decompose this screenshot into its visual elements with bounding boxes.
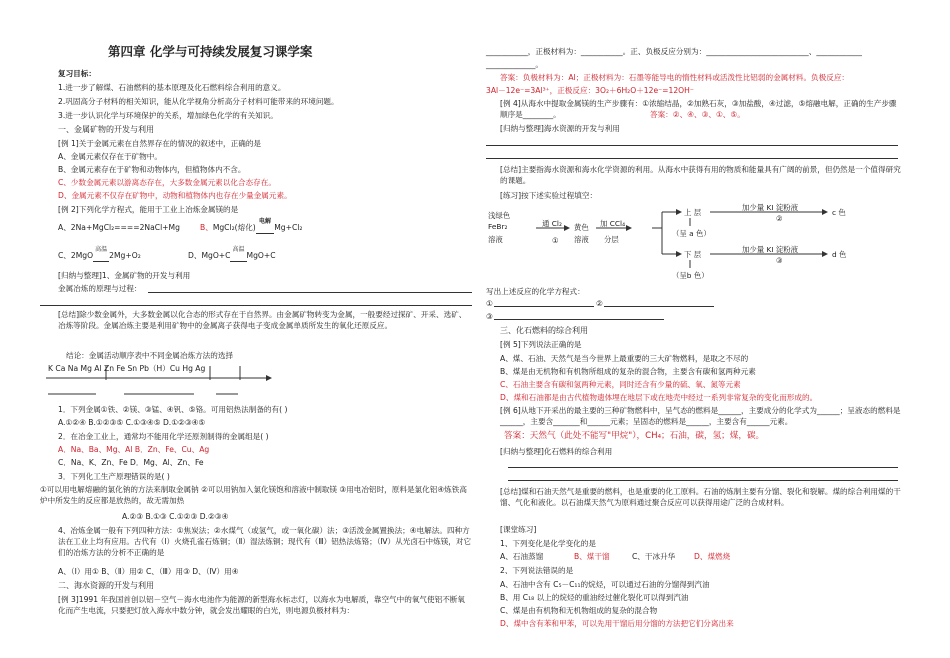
example-4: [例 4]从海水中提取金属镁的生产步骤有：①浓缩结晶，②加熟石灰，③加盐酸，④过滤，⑤熔融电解，正确的生产步骤顺序是________。 (500, 99, 897, 119)
example-2: [例 2]下列化学方程式，能用于工业上冶炼金属镁的是 (58, 205, 239, 214)
example-5: [例 5]下列说法正确的是 (500, 340, 582, 349)
question-3: 3．下列化工生产原理错误的是( ) (58, 472, 170, 481)
activity-series: K Ca Na Mg Al Zn Fe Sn Pb（H）Cu Hg Ag (48, 364, 206, 373)
summary-2: [总结]主要指海水资源和海水化学资源的利用。从海水中获得有用的物质和能量具有广阔的前景，但仍然是一个值得研究的课题。 (500, 165, 901, 185)
answer-line (508, 467, 898, 468)
ex5-option-d: D、煤和石油都是由古代植物遗体埋在地层下或在地壳中经过一系列非常复杂的变化而形成的。 (500, 393, 818, 402)
ex1-option-d: D、金属元素不仅存在矿物中，动物和植物体内也存在少量金属元素。 (58, 191, 292, 200)
example-3-continued: ___________，正极材料为：___________。正、负极反应分别为：___________________________、____________ (486, 47, 862, 56)
goal-3: 3.进一步认识化学与环境保护的关系，增加绿色化学的有关知识。 (58, 111, 278, 120)
practice-1-option-b: B、煤干馏 (574, 552, 610, 561)
answer-line (148, 292, 472, 293)
answer-line (494, 319, 664, 320)
flow-mid-state: 溶液 (574, 235, 589, 244)
section-2-heading: 二、海水资源的开发与利用 (58, 581, 154, 590)
example-3-continued-2: _____________。 (486, 60, 543, 69)
ex1-option-a: A、金属元素仅存在于矿物中。 (58, 152, 162, 161)
answer-line (40, 305, 472, 306)
ex2-option-c: C、2MgO 高温 2Mg+O₂ (58, 246, 141, 260)
ex2-option-b-label: B、 (200, 223, 213, 232)
question-1-options: A.①②④ B.①②③⑤ C.①③④⑤ D.①②③④⑤ (58, 418, 206, 427)
summary-1: [总结]除少数金属外，大多数金属以化合态的形式存在于自然界。由金属矿物转变为金属，一般要经过探矿、开采、选矿、冶炼等阶段。金属冶炼主要是利用矿物中的金属离子获得电子变成金属单质所发生的氧化还原反应。 (58, 310, 467, 330)
flow-result-top: c 色 (832, 208, 846, 217)
ex2-option-b-product: Mg+Cl₂ (274, 223, 303, 232)
example-4-answer: 答案：②、④、③、①、⑤。 (650, 110, 745, 119)
flow-result-bottom: d 色 (832, 250, 847, 259)
flow-start-color: 浅绿色 (488, 211, 511, 220)
flow-add-bottom: 加少量 KI 淀粉液 (742, 245, 799, 254)
answer-line (486, 145, 898, 146)
question-1: 1．下列金属①铁、②镁、③锰、④钒、⑤铬。可用铝热法制备的有( ) (58, 405, 288, 414)
ex2-option-d: D、MgO+C 高温 MgO+C (188, 246, 276, 260)
goal-1: 1.进一步了解煤、石油燃料的基本原理及化石燃料综合利用的意义。 (58, 83, 286, 92)
ex2-option-b (200, 218, 303, 234)
equation-1: ① (486, 299, 493, 308)
practice-1-option-d: D、煤燃烧 (694, 552, 731, 561)
equation-2: ② (596, 299, 603, 308)
ex2-option-b-condition: 电解 (256, 222, 274, 234)
practice-2: 2、下列说法错误的是 (500, 566, 574, 575)
flow-step-ccl4: 加 CCl₄ (600, 219, 626, 228)
flow-label-3: ③ (776, 256, 783, 265)
flow-lower-color: （呈b 色） (672, 271, 709, 280)
flow-label-1: ① (552, 236, 559, 245)
summary-1-sub: 金属冶炼的原理与过程： (58, 284, 142, 293)
practice-2-option-d: D、煤中含有苯和甲苯，可以先用干馏后用分馏的方法把它们分离出来 (500, 619, 734, 628)
question-3-body: ①可以用电解熔融的氯化钠的方法来制取金属钠 ②可以用钠加入氯化镁饱和溶液中制取镁 ③用电冶铝时，原料是氯化铝④炼铁高炉中所发生的反应都是放热的，故无需加热 (40, 485, 467, 505)
section-3-heading: 三、化石燃料的综合利用 (500, 326, 588, 335)
practice-1-option-c: C、干冰升华 (632, 552, 676, 561)
ex1-option-b: B、金属元素存在于矿物和动物体内，但植物体内不含。 (58, 165, 246, 174)
flow-add-top: 加少量 KI 淀粉液 (742, 203, 799, 212)
summary-3-heading: [归纳与整理]化石燃料的综合利用 (500, 447, 613, 456)
question-4-options: A、（Ⅰ）用① B、（Ⅱ）用② C、（Ⅲ）用③ D、（Ⅳ）用④ (58, 567, 239, 576)
flow-step-separate: 分层 (604, 235, 619, 244)
example-3: [例 3]1991 年我国首创以铝－空气－海水电池作为能源的新型海水标志灯，以海水为电解质，靠空气中的氧气使铝不断氧化而产生电流，只要把灯放入海水中数分钟，就会发出耀眼的白光，则电源负极材料为： (58, 595, 465, 615)
practice-2-option-a: A、石油中含有 C₅－C₁₁的烷烃，可以通过石油的分馏得到汽油 (500, 580, 710, 589)
practice-1-option-a: A、石油蒸馏 (500, 552, 544, 561)
activity-series-bracket (44, 364, 274, 404)
answer-line (494, 306, 594, 307)
summary-1-heading: [归纳与整理]1、金属矿物的开发与利用 (58, 271, 191, 280)
flow-start-state: 溶液 (488, 235, 503, 244)
ex1-option-c: C、少数金属元素以游离态存在，大多数金属元素以化合态存在。 (58, 178, 276, 187)
flow-upper-color: （呈 a 色） (672, 229, 711, 238)
ex2-option-b-reactant: MgCl₂(熔化) (212, 223, 256, 232)
goal-2: 2.巩固高分子材料的相关知识，能从化学视角分析高分子材料可能带来的环境问题。 (58, 97, 339, 106)
classroom-practice: [课堂练习] (500, 525, 537, 534)
page-title: 第四章 化学与可持续发展复习课学案 (108, 44, 313, 59)
ex5-option-b: B、煤是由无机物和有机物所组成的复杂的混合物，主要含有碳和氢两种元素 (500, 367, 756, 376)
practice-1: 1、下列变化是化学变化的是 (500, 539, 596, 548)
ex5-option-c: C、石油主要含有碳和氢两种元素，同时还含有少量的硫、氧、氮等元素 (500, 380, 741, 389)
ex5-option-a: A、煤、石油、天然气是当今世界上最重要的三大矿物燃料，是取之不尽的 (500, 354, 749, 363)
flow-mid-color: 黄色 (574, 223, 589, 232)
conclusion: 结论：金属活动顺序表中不同金属冶炼方法的选择 (66, 351, 234, 360)
goals-heading: 复习目标： (58, 69, 96, 78)
answer-line (508, 480, 898, 481)
answer-line (604, 306, 714, 307)
equations-heading: 写出上述反应的化学方程式： (486, 287, 585, 296)
practice-heading: [练习]按下述实验过程填空： (500, 191, 598, 200)
practice-2-option-b: B、用 C₁₈ 以上的烷烃的重油经过催化裂化可以得到汽油 (500, 593, 689, 602)
equation-3: ③ (486, 312, 493, 321)
example-6-answer: 答案：天然气（此处不能写"甲烷"），CH₄；石油，碳，氢；煤，碳。 (504, 431, 765, 441)
flow-label-2: ② (776, 214, 783, 223)
question-2: 2．在冶金工业上，通常均不能用化学还原剂制得的金属组是( ) (58, 432, 269, 441)
question-4: 4、冶炼金属一般有下列四种方法：①焦炭法；②水煤气（或氢气，或一氧化碳）法；③活泼金属置换法；④电解法。四种方法在工业上均有应用。古代有（Ⅰ）火烧孔雀石炼铜；（Ⅱ）湿法炼铜；现代有（Ⅲ）铝热法炼铬；（Ⅳ）从光卤石中炼镁，对它们的冶炼方法的分析不正确的是 (58, 526, 472, 557)
question-3-options: A.②③ B.①③ C.①②③ D.②③④ (122, 512, 229, 521)
flow-start-substance: FeBr₂ (488, 222, 508, 231)
flow-step-chlorine: 通 Cl₂ (542, 219, 562, 228)
answer-line (486, 158, 898, 159)
question-2-options-cd: C．Na、K、Zn、Fe D．Mg、Al、Zn、Fe (58, 458, 204, 467)
summary-2-heading: [归纳与整理]海水资源的开发与利用 (500, 124, 620, 133)
flow-diagram (486, 203, 906, 284)
practice-2-option-c: C、煤是由有机物和无机物组成的复杂的混合物 (500, 606, 658, 615)
flow-lower-layer: 下 层 (684, 250, 702, 259)
example-1: [例 1]关于金属元素在自然界存在的情况的叙述中，正确的是 (58, 139, 262, 148)
ex2-option-a: A、2Na+MgCl₂====2NaCl+Mg (58, 223, 180, 232)
example-3-answer: 答案：负极材料为：Al；正极材料为：石墨等能导电的惰性材料或活泼性比铝弱的金属材料。负极反应： (500, 73, 850, 82)
section-1-heading: 一、金属矿物的开发与利用 (58, 125, 154, 134)
example-3-answer-2: 3Al－12e⁻=3Al³⁺，正极反应：3O₂＋6H₂O＋12e⁻=12OH⁻ (486, 86, 694, 95)
summary-3: [总结]煤和石油天然气是重要的燃料，也是重要的化工原料。石油的炼制主要有分馏、裂化和裂解。煤的综合利用煤的干馏、气化和液化。以石油煤天然气为原料通过聚合反应可以获得用途广泛的合成材料。 (500, 487, 901, 507)
flow-upper-layer: 上 层 (684, 208, 702, 217)
question-2-options-ab: A．Na、Ba、Mg、Al B．Zn、Fe、Cu、Ag (58, 445, 210, 454)
example-6: [例 6]从地下开采出的最主要的三种矿物燃料中，呈气态的燃料是______，主要成分的化学式为______；呈液态的燃料是______，主要含_______和______元素；呈固态的燃料是______，主要含有______元素。 (500, 406, 901, 426)
